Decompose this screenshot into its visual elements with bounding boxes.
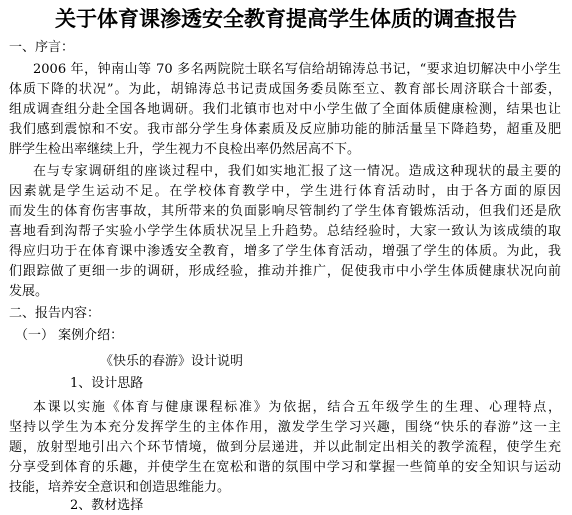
item-heading-materials: 2、教材选择 — [70, 498, 144, 513]
section-heading-preface: 一、序言： — [9, 40, 75, 55]
paragraph-line: 得应归功于在体育课中渗透安全教育，增多了学生体育活动，增强了学生的体质。为此，我 — [9, 244, 561, 259]
paragraph-line: 坚持以学生为本充分发挥学生的主体作用，激发学生学习兴趣，围绕“快乐的春游”这一主 — [9, 420, 561, 435]
design-title: 《快乐的春游》设计说明 — [100, 354, 244, 369]
document-title: 关于体育课渗透安全教育提高学生体质的调查报告 — [55, 6, 517, 31]
paragraph-line: 我们感到震惊和不安。我市部分学生身体素质及反应肺功能的肺活量呈下降趋势，超重及肥 — [9, 122, 561, 137]
paragraph-line: 2006 年，钟南山等 70 多名两院院士联名写信给胡锦涛总书记，“要求迫切解决中小学生 — [33, 62, 561, 77]
paragraph-line: 因素就是学生运动不足。在学校体育教学中，学生进行体育活动时，由于各方面的原因 — [9, 184, 561, 199]
paragraph-line: 喜地看到沟帮子实验小学学生体质状况呈上升趋势。总结经验时，大家一致认为该成绩的取 — [9, 224, 561, 239]
paragraph-line: 本课以实施《体育与健康课程标准》为依据，结合五年级学生的生理、心理特点， — [33, 400, 561, 415]
section-heading-report: 二、报告内容： — [9, 306, 101, 321]
paragraph-line: 体质下降的状况”。为此，胡锦涛总书记责成国务委员陈至立、教育部长周济联合十部委， — [9, 82, 561, 97]
paragraph-line: 而发生的体育伤害事故，其所带来的负面影响尽管制约了学生体育锻炼活动，但我们还是欣 — [9, 204, 561, 219]
paragraph-line: 分享受到体育的乐趣，并使学生在宽松和谐的氛围中学习和掌握一些简单的安全知识与运动 — [9, 460, 561, 475]
paragraph-line: 组成调查组分赴全国各地调研。我们北镇市也对中小学生做了全面体质健康检测，结果也让 — [9, 102, 561, 117]
subsection-heading-case: （一） 案例介绍： — [15, 328, 124, 343]
paragraph-line: 技能，培养安全意识和创造思维能力。 — [9, 480, 231, 495]
paragraph-line: 发展。 — [9, 284, 49, 299]
paragraph-line: 们跟踪做了更细一步的调研，形成经验，推动并推广，促使我市中小学生体质健康状况向前 — [9, 264, 561, 279]
paragraph-line: 题，放射型地引出六个环节情境，做到分层递进，并以此制定出相关的教学流程，使学生充 — [9, 440, 561, 455]
paragraph-line: 在与专家调研组的座谈过程中，我们如实地汇报了这一情况。造成这种现状的最主要的 — [33, 164, 561, 179]
item-heading-design-idea: 1、设计思路 — [70, 376, 144, 391]
paragraph-line: 胖学生检出率继续上升，学生视力不良检出率仍然居高不下。 — [9, 142, 361, 157]
